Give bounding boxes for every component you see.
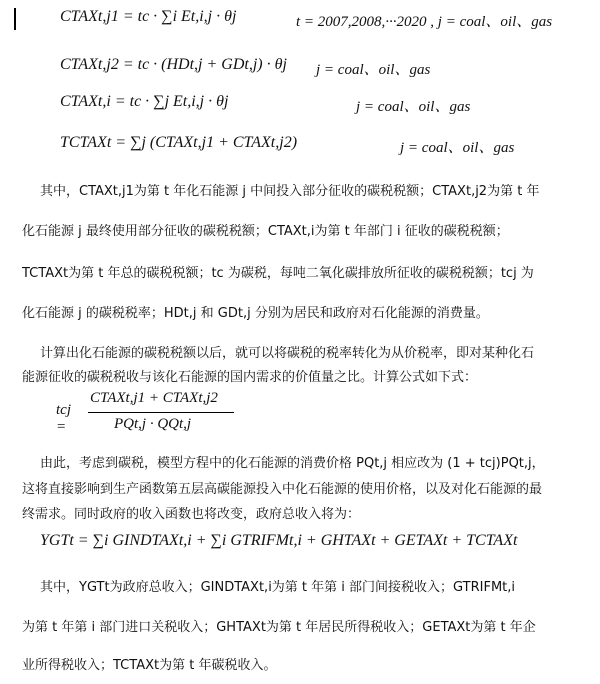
equation-4: TCTAXt = ∑j (CTAXt,j1 + CTAXt,j2): [60, 134, 298, 151]
paragraph-2-line-2: 能源征收的碳税税收与该化石能源的国内需求的价值量之比。计算公式如下式：: [22, 370, 478, 385]
paragraph-4-line-2: 为第 t 年第 i 部门进口关税收入；GHTAXt为第 t 年居民所得税收入；GETAXt为第 t 年企: [22, 620, 536, 635]
paragraph-4-line-3: 业所得税收入；TCTAXt为第 t 年碳税收入。: [22, 658, 277, 673]
equation-5-numerator: CTAXt,j1 + CTAXt,j2: [90, 390, 218, 406]
equation-3-condition: j = coal、oil、gas: [356, 99, 471, 115]
equation-5-lhs: tcj =: [56, 402, 71, 435]
paragraph-1-line-4: 化石能源 j 的碳税税率；HDt,j 和 GDt,j 分别为居民和政府对石化能源的消费量。: [22, 306, 489, 321]
equation-1-condition: t = 2007,2008,···2020 , j = coal、oil、gas: [296, 14, 553, 30]
equation-2: CTAXt,j2 = tc · (HDt,j + GDt,j) · θj: [60, 56, 287, 73]
equation-5-denominator: PQt,j · QQt,j: [114, 416, 192, 432]
equation-6: YGTt = ∑i GINDTAXt,i + ∑i GTRIFMt,i + GHTAXt + GETAXt + TCTAXt: [40, 532, 518, 549]
paragraph-1-line-3: TCTAXt为第 t 年总的碳税税额；tc 为碳税，每吨二氧化碳排放所征收的碳税税额；tcj 为: [22, 266, 534, 281]
equation-3: CTAXt,i = tc · ∑j Et,i,j · θj: [60, 93, 229, 110]
paragraph-4-line-1: 其中，YGTt为政府总收入；GINDTAXt,i为第 t 年第 i 部门间接税收入；GTRIFMt,i: [40, 580, 515, 595]
paragraph-3-line-1: 由此，考虑到碳税，模型方程中的化石能源的消费价格 PQt,j 相应改为 (1 + tcj)PQt,j，: [40, 456, 545, 471]
equation-2-condition: j = coal、oil、gas: [316, 62, 431, 78]
fraction-bar: [88, 412, 234, 413]
paragraph-3-line-2: 这将直接影响到生产函数第五层高碳能源投入中化石能源的使用价格，以及对化石能源的最: [22, 482, 543, 497]
paragraph-1-line-2: 化石能源 j 最终使用部分征收的碳税税额；CTAXt,i为第 t 年部门 i 征收的碳税税额；: [22, 224, 509, 239]
equation-1: CTAXt,j1 = tc · ∑i Et,i,j · θj: [60, 8, 237, 25]
equation-4-condition: j = coal、oil、gas: [400, 140, 515, 156]
paragraph-1-line-1: 其中，CTAXt,j1为第 t 年化石能源 j 中间投入部分征收的碳税税额；CTAXt,j2为第 t 年: [40, 184, 540, 199]
paragraph-3-line-3: 终需求。同时政府的收入函数也将改变，政府总收入将为：: [22, 507, 361, 522]
text-cursor: [14, 8, 16, 30]
paragraph-2-line-1: 计算出化石能源的碳税税额以后，就可以将碳税的税率转化为从价税率，即对某种化石: [40, 346, 535, 361]
